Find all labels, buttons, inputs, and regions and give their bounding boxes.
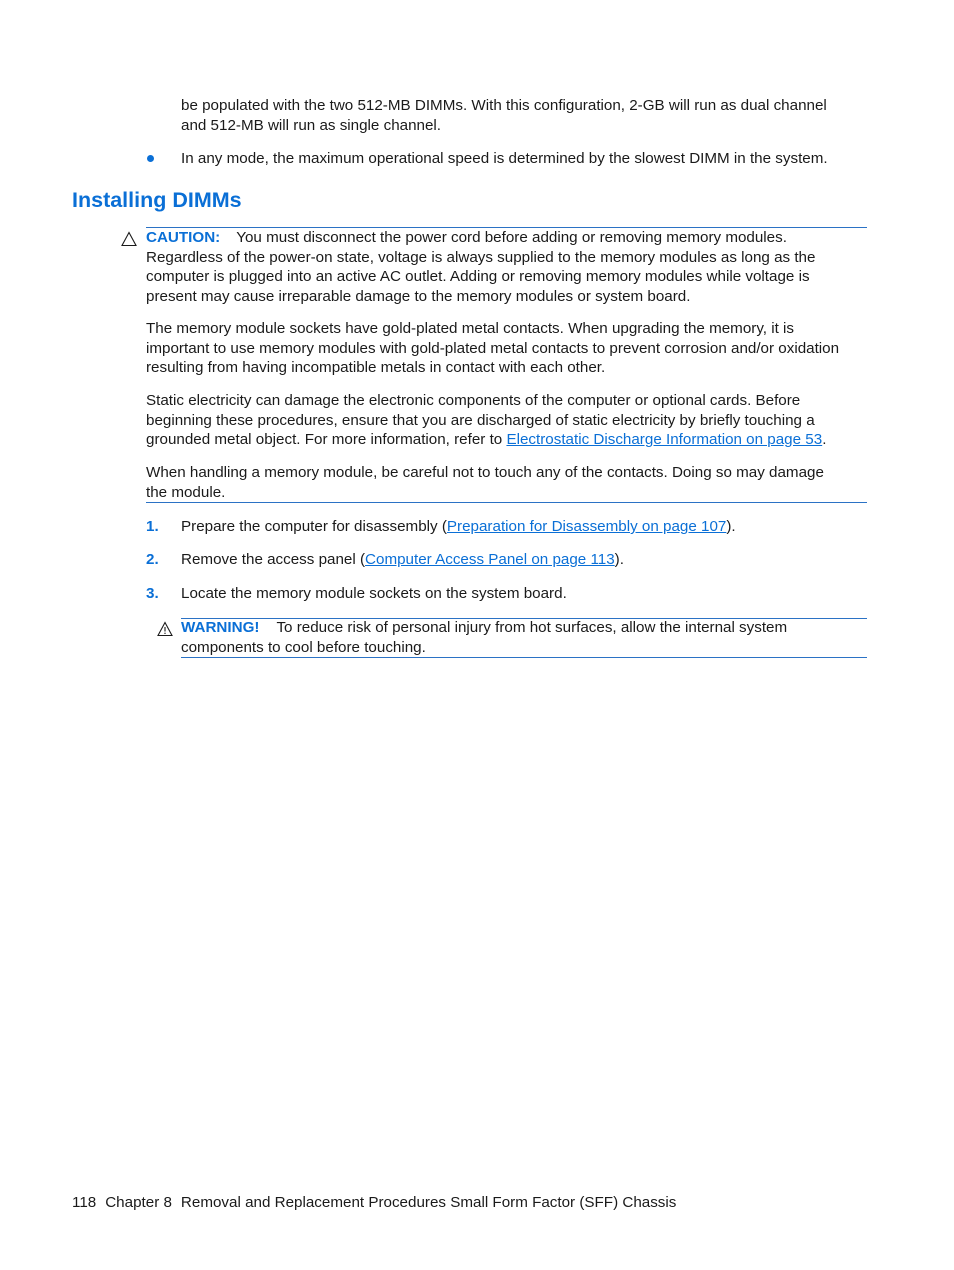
caution-text: computer is plugged into an active AC outlet. Adding or removing memory modules while voltage is (146, 268, 810, 285)
paragraph-line: When handling a memory module, be careful not to touch any of the contacts. Doing so may damage (146, 464, 824, 481)
step-text: ). (726, 518, 736, 535)
step-3 (181, 584, 567, 604)
access-panel-link[interactable]: Computer Access Panel on page 113 (365, 551, 615, 568)
page-footer (72, 1193, 685, 1213)
paragraph-line: Static electricity can damage the electronic components of the computer or optional cards. Before (146, 392, 801, 409)
preparation-link[interactable]: Preparation for Disassembly on page 107 (446, 518, 727, 535)
chapter-label: Chapter 8 (105, 1194, 172, 1211)
caution-text: present may cause irreparable damage to the memory modules or system board. (146, 287, 691, 305)
caution-paragraph (146, 228, 870, 306)
step-text: Prepare the computer for disassembly ( (181, 518, 447, 535)
step-number: 2. (146, 551, 159, 568)
warning-triangle-icon (157, 621, 173, 637)
step-number: 3. (146, 585, 159, 602)
warning-text: components to cool before touching. (181, 638, 426, 656)
esd-info-link[interactable]: Electrostatic Discharge Information on page 53 (506, 431, 823, 448)
intro-paragraph (181, 96, 881, 135)
step-text: Remove the access panel ( (181, 551, 366, 568)
paragraph-line: The memory module sockets have gold-plated metal contacts. When upgrading the memory, it is (146, 320, 795, 337)
step-1 (181, 517, 736, 537)
chapter-title: Removal and Replacement Procedures Small Form Factor (SFF) Chassis (180, 1194, 677, 1211)
caution-triangle-icon (121, 231, 137, 247)
caution-text: Regardless of the power-on state, voltage is always supplied to the memory modules as long as the (146, 248, 816, 266)
step-number: 1. (146, 518, 159, 535)
step-2 (181, 550, 624, 570)
caution-text: You must disconnect the power cord before adding or removing memory modules. (236, 229, 787, 246)
paragraph-line: important to use memory modules with gold-plated metal contacts to prevent corrosion and/or oxidation (146, 339, 840, 357)
paragraph-line: grounded metal object. For more information, refer to (146, 431, 507, 448)
step-text: Locate the memory module sockets on the system board. (181, 585, 567, 602)
caution-bottom-rule (146, 502, 867, 503)
page-number: 118 (72, 1194, 97, 1211)
caution-label: CAUTION: (146, 229, 221, 246)
intro-line: and 512-MB will run as single channel. (181, 116, 442, 134)
warning-text: To reduce risk of personal injury from hot surfaces, allow the internal system (276, 619, 788, 636)
paragraph-line: . (822, 431, 827, 448)
warning-bottom-rule (181, 657, 867, 658)
static-electricity-paragraph (146, 391, 870, 450)
bullet-icon (147, 155, 154, 162)
gold-contacts-paragraph (146, 319, 870, 378)
bullet-text: In any mode, the maximum operational speed is determined by the slowest DIMM in the system. (181, 150, 828, 167)
warning-paragraph (181, 618, 871, 657)
step-text: ). (614, 551, 624, 568)
section-title: Installing DIMMs (72, 188, 242, 212)
paragraph-line: beginning these procedures, ensure that you are discharged of static electricity by briefly touching a (146, 411, 815, 429)
paragraph-line: the module. (146, 483, 226, 501)
paragraph-line: resulting from having incompatible metals in contact with each other. (146, 359, 606, 376)
intro-line: be populated with the two 512-MB DIMMs. With this configuration, 2-GB will run as dual channel (181, 97, 827, 114)
warning-label: WARNING! (181, 619, 260, 636)
handling-paragraph (146, 463, 870, 502)
